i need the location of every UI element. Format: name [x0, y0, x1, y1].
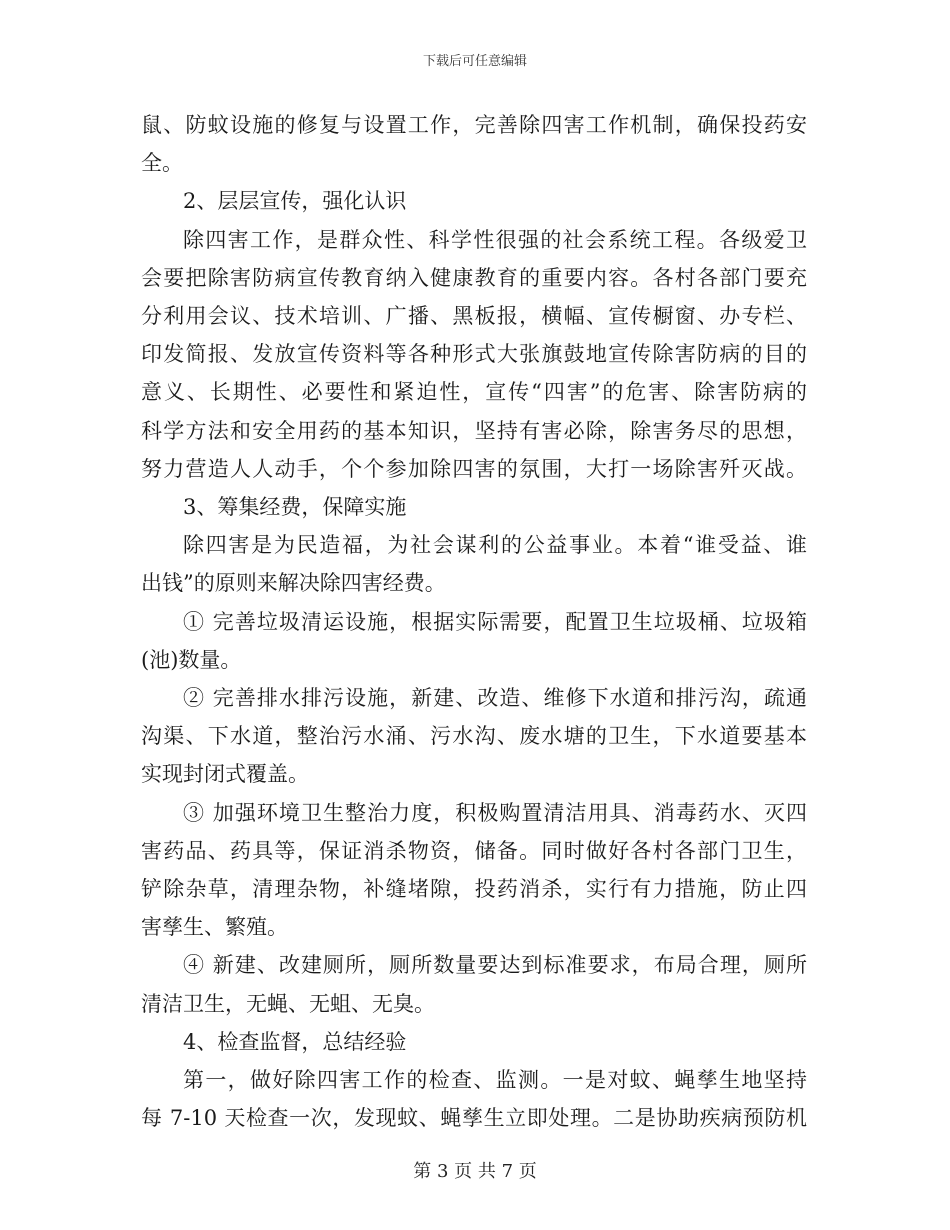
section-heading: 3、筹集经费，保障实施	[183, 495, 407, 520]
paragraph-line: ② 完善排水排污设施，新建、改造、维修下水道和排污沟，疏通	[183, 686, 807, 711]
paragraph-line: 清洁卫生，无蝇、无蛆、无臭。	[141, 991, 435, 1016]
paragraph-line: (池)数量。	[141, 647, 242, 672]
page-header-note: 下载后可任意编辑	[422, 54, 527, 69]
paragraph-line: 除四害是为民造福，为社会谋利的公益事业。本着“谁受益、谁	[183, 533, 807, 558]
paragraph-line: ④ 新建、改建厕所，厕所数量要达到标准要求，布局合理，厕所	[183, 953, 807, 978]
paragraph-line: 实现封闭式覆盖。	[141, 762, 309, 787]
paragraph-line: 印发简报、发放宣传资料等各种形式大张旗鼓地宣传除害防病的目的	[141, 342, 807, 367]
paragraph-line: 鼠、防蚊设施的修复与设置工作，完善除四害工作机制，确保投药安	[141, 113, 807, 137]
page-number-footer: 第 3 页 共 7 页	[413, 1161, 537, 1182]
paragraph-line: 铲除杂草，清理杂物，补缝堵隙，投药消杀，实行有力措施，防止四	[141, 877, 807, 902]
paragraph-line: 每 7-10 天检查一次，发现蚊、蝇孳生立即处理。二是协助疾病预防机	[141, 1106, 807, 1131]
paragraph-line: 全。	[141, 151, 183, 176]
section-heading: 4、检查监督，总结经验	[183, 1029, 407, 1054]
section-heading: 2、层层宣传，强化认识	[183, 189, 407, 214]
paragraph-line: 沟渠、下水道，整治污水涌、污水沟、废水塘的卫生，下水道要基本	[141, 724, 807, 749]
paragraph-line: ① 完善垃圾清运设施，根据实际需要，配置卫生垃圾桶、垃圾箱	[183, 609, 807, 634]
paragraph-line: 意义、长期性、必要性和紧迫性，宣传“四害”的危害、除害防病的	[141, 380, 807, 405]
paragraph-line: 除四害工作，是群众性、科学性很强的社会系统工程。各级爱卫	[183, 227, 807, 252]
paragraph-line: 出钱”的原则来解决除四害经费。	[141, 571, 446, 596]
paragraph-line: ③ 加强环境卫生整治力度，积极购置清洁用具、消毒药水、灭四	[183, 800, 807, 825]
document-body	[141, 106, 807, 1137]
paragraph-line: 害药品、药具等，保证消杀物资，储备。同时做好各村各部门卫生，	[141, 838, 807, 863]
paragraph-line: 努力营造人人动手，个个参加除四害的氛围，大打一场除害歼灭战。	[141, 456, 807, 481]
paragraph-line: 害孳生、繁殖。	[141, 915, 288, 940]
paragraph-line: 会要把除害防病宣传教育纳入健康教育的重要内容。各村各部门要充	[141, 265, 807, 290]
paragraph-line: 第一，做好除四害工作的检查、监测。一是对蚊、蝇孳生地坚持	[183, 1068, 807, 1093]
paragraph-line: 科学方法和安全用药的基本知识，坚持有害必除，除害务尽的思想，	[141, 418, 807, 443]
paragraph-line: 分利用会议、技术培训、广播、黑板报，横幅、宣传橱窗、办专栏、	[141, 304, 807, 329]
